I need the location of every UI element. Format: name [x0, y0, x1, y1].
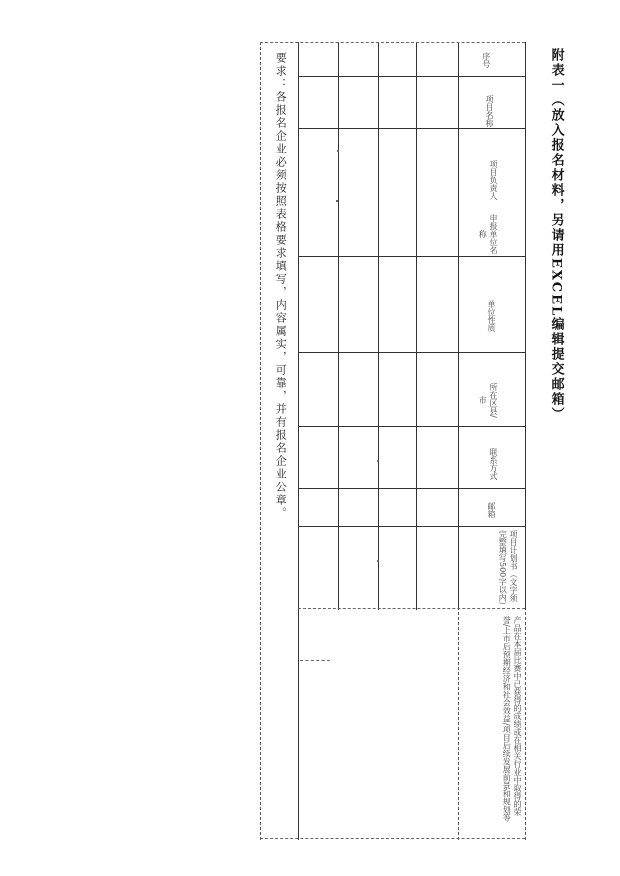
header-email: 邮箱: [487, 502, 496, 518]
header-district: 所在区县/市: [478, 382, 498, 418]
col-separator-2: [298, 128, 525, 129]
scan-dot: [377, 560, 379, 562]
scan-dot: [336, 200, 338, 202]
table-right-border-lower: [525, 612, 526, 840]
table-top-edge: [260, 42, 525, 43]
header-project-leader: 项目负责人: [489, 160, 498, 200]
header-divider-lower: [458, 612, 459, 840]
col-separator-4: [298, 352, 525, 353]
requirement-note: 要求：各报名企业必须按照表格要求填写，内容属实，可靠，并有报名企业公章。: [274, 52, 288, 520]
col-separator-1: [298, 76, 525, 77]
col-separator-3: [298, 256, 525, 257]
table-right-border: [525, 42, 526, 610]
note-row-divider: [298, 42, 299, 840]
header-project-plan: 项目计划书（文字须完整填写500字以内）: [498, 530, 518, 610]
header-unit-name: 申报单位名称: [478, 214, 498, 254]
header-unit-type: 单位性质: [487, 300, 496, 332]
table-bottom-edge: [260, 838, 525, 839]
scan-dot: [377, 460, 379, 462]
page-title: 附表一（放入报名材料，另请用EXCEL编辑提交邮箱）: [548, 48, 564, 423]
header-project-name: 项目名称: [485, 95, 494, 127]
scan-dot: [337, 150, 339, 152]
col-separator-5: [298, 426, 525, 427]
scan-artifact-dash: [300, 660, 330, 661]
col-separator-6: [298, 488, 525, 489]
col-separator-8: [298, 608, 525, 609]
col-separator-7: [298, 526, 525, 527]
header-achievements: 产品在本届比赛中已获得的成绩或在相关行业中取得的荣誉/上市后预期经济和社会效益/项目后续发展前景和规划等: [502, 616, 522, 822]
table-left-border: [260, 42, 261, 840]
header-serial: 序号: [481, 52, 491, 68]
header-contact: 联系方式: [489, 448, 498, 480]
